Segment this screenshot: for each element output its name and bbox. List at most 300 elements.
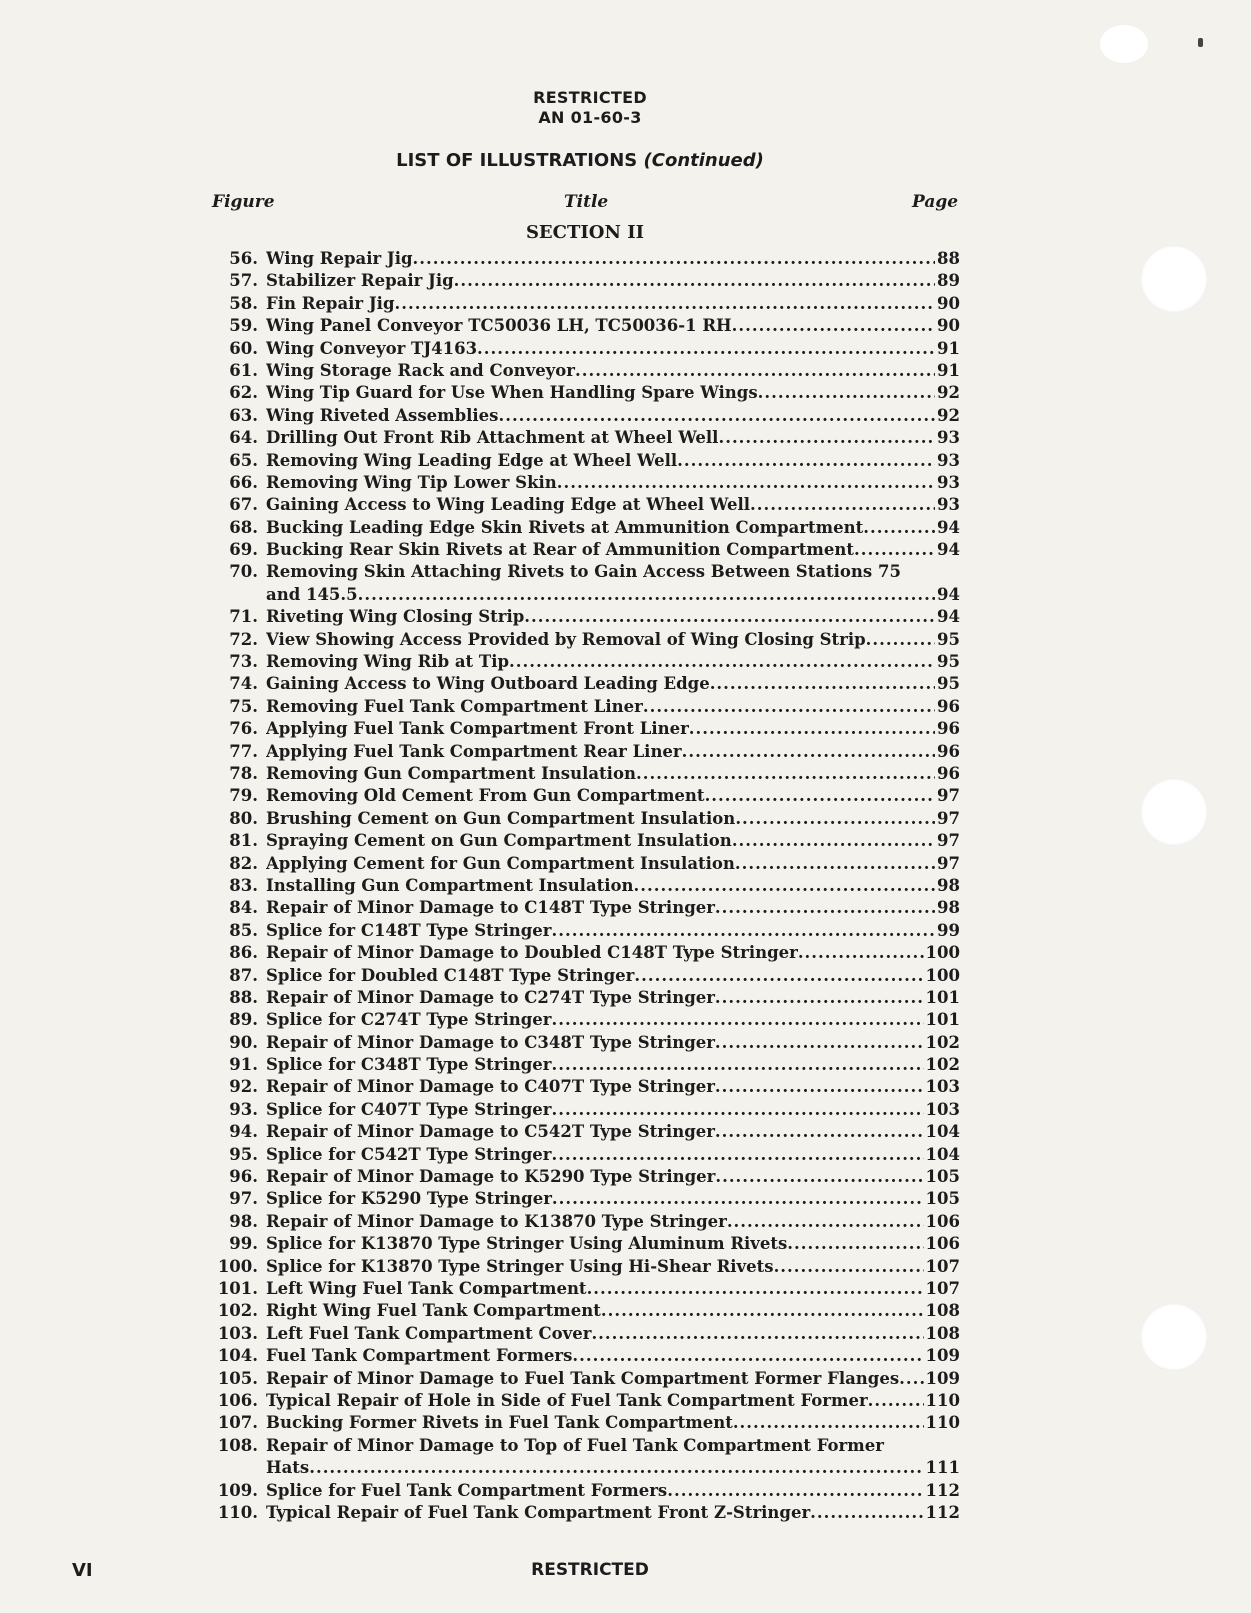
entry-body xyxy=(266,405,960,427)
entry-body xyxy=(266,1390,960,1412)
page-number: 92 xyxy=(937,383,960,403)
list-item xyxy=(208,1099,960,1121)
entry-line xyxy=(266,673,960,695)
entry-body xyxy=(266,808,960,830)
entry-body xyxy=(266,494,960,516)
entry-body xyxy=(266,1435,960,1480)
entry-line xyxy=(266,315,960,337)
list-item xyxy=(208,427,960,449)
entry-line xyxy=(266,1390,960,1412)
entry-line xyxy=(266,875,960,897)
page-number: 95 xyxy=(937,652,960,672)
page-number: 94 xyxy=(937,584,960,604)
figure-number: 65. xyxy=(229,450,258,470)
figure-number: 61. xyxy=(229,360,258,380)
figure-number: 93. xyxy=(229,1099,258,1119)
list-item xyxy=(208,1345,960,1367)
figure-number: 94. xyxy=(229,1122,258,1142)
figure-number: 83. xyxy=(229,875,258,895)
entry-line xyxy=(266,853,960,875)
page-number: 102 xyxy=(925,1032,960,1052)
figure-title: Gaining Access to Wing Leading Edge at Wheel Well xyxy=(266,495,751,515)
entry-line xyxy=(266,584,960,606)
dot-leader xyxy=(863,517,935,539)
entry-body xyxy=(266,673,960,695)
page-number: 110 xyxy=(925,1413,960,1433)
entry-body xyxy=(266,1054,960,1076)
entry-body xyxy=(266,696,960,718)
page-number: 100 xyxy=(925,965,960,985)
figure-number: 107. xyxy=(217,1413,258,1433)
dot-leader xyxy=(551,920,935,942)
figure-title: Bucking Former Rivets in Fuel Tank Compartment xyxy=(266,1413,733,1433)
entry-line xyxy=(266,920,960,942)
entry-body xyxy=(266,1121,960,1143)
list-item xyxy=(208,248,960,270)
figure-title: Repair of Minor Damage to C407T Type Stringer xyxy=(266,1077,715,1097)
figure-number: 108. xyxy=(217,1435,258,1455)
page-number: 107 xyxy=(925,1278,960,1298)
dot-leader xyxy=(682,741,935,763)
entry-body xyxy=(266,1412,960,1434)
dot-leader xyxy=(715,897,935,919)
page-number: 95 xyxy=(937,674,960,694)
list-item xyxy=(208,1233,960,1255)
dot-leader xyxy=(732,830,935,852)
dot-leader xyxy=(643,696,935,718)
page-number: 103 xyxy=(925,1077,960,1097)
entry-body xyxy=(266,718,960,740)
list-item xyxy=(208,1076,960,1098)
list-item xyxy=(208,696,960,718)
figure-title: Splice for C348T Type Stringer xyxy=(266,1055,552,1075)
list-item xyxy=(208,1144,960,1166)
entry-line xyxy=(266,1233,960,1255)
dot-leader xyxy=(557,472,935,494)
list-item xyxy=(208,1121,960,1143)
paper-damage-mark xyxy=(1100,25,1148,63)
figure-title: Removing Old Cement From Gun Compartment xyxy=(266,786,705,806)
figure-title: Typical Repair of Fuel Tank Compartment Front Z-Stringer xyxy=(266,1502,811,1522)
figure-title-continuation: and 145.5 xyxy=(266,584,358,604)
binder-hole-middle xyxy=(1140,778,1208,846)
entry-body xyxy=(266,651,960,673)
entry-body xyxy=(266,1278,960,1300)
page-number: 91 xyxy=(937,338,960,358)
figure-number: 59. xyxy=(229,316,258,336)
figure-title: Fin Repair Jig xyxy=(266,293,395,313)
list-item xyxy=(208,987,960,1009)
entry-line xyxy=(266,1457,960,1479)
entry-line xyxy=(266,338,960,360)
figure-number: 74. xyxy=(229,674,258,694)
list-item xyxy=(208,338,960,360)
list-item xyxy=(208,606,960,628)
dot-leader xyxy=(358,584,935,606)
dot-leader xyxy=(551,1009,923,1031)
list-item xyxy=(208,1300,960,1322)
entry-body xyxy=(266,629,960,651)
page-header xyxy=(0,88,1180,128)
figure-number: 77. xyxy=(229,741,258,761)
list-item xyxy=(208,830,960,852)
list-item xyxy=(208,875,960,897)
entry-line xyxy=(266,965,960,987)
page-number: 108 xyxy=(925,1301,960,1321)
figure-number: 86. xyxy=(229,943,258,963)
entry-body xyxy=(266,785,960,807)
entry-body xyxy=(266,472,960,494)
list-item xyxy=(208,1032,960,1054)
dot-leader xyxy=(634,965,923,987)
list-item xyxy=(208,1323,960,1345)
figure-number: 57. xyxy=(229,271,258,291)
figure-number: 87. xyxy=(229,965,258,985)
figure-title: Removing Wing Leading Edge at Wheel Well xyxy=(266,450,678,470)
list-item xyxy=(208,315,960,337)
page-number: 94 xyxy=(937,517,960,537)
entry-body xyxy=(266,1368,960,1390)
dot-leader xyxy=(727,1211,924,1233)
page-number: 109 xyxy=(925,1368,960,1388)
dot-leader xyxy=(715,1121,924,1143)
page-number: 92 xyxy=(937,405,960,425)
dot-leader xyxy=(498,405,935,427)
dot-leader xyxy=(715,1032,924,1054)
page-number: 97 xyxy=(937,853,960,873)
entry-line xyxy=(266,942,960,964)
figure-number: 102. xyxy=(217,1301,258,1321)
entry-line xyxy=(266,1166,960,1188)
figure-title: Repair of Minor Damage to Doubled C148T Type Stringer xyxy=(266,943,798,963)
page-number: 104 xyxy=(925,1122,960,1142)
figure-title: Removing Skin Attaching Rivets to Gain Access Between Stations 75 xyxy=(266,562,901,582)
dot-leader xyxy=(601,1300,924,1322)
figure-number: 56. xyxy=(229,249,258,268)
entry-body xyxy=(266,1256,960,1278)
page-number: 93 xyxy=(937,450,960,470)
page-number: 94 xyxy=(937,540,960,560)
page-number: 104 xyxy=(925,1144,960,1164)
figure-number: 78. xyxy=(229,764,258,783)
list-item xyxy=(208,629,960,651)
section-heading: SECTION II xyxy=(525,222,645,243)
list-item xyxy=(208,942,960,964)
figure-title: Right Wing Fuel Tank Compartment xyxy=(266,1301,601,1321)
ink-speck xyxy=(1198,38,1203,47)
entry-line xyxy=(266,785,960,807)
figure-number: 84. xyxy=(229,898,258,918)
list-item xyxy=(208,405,960,427)
list-item xyxy=(208,1009,960,1031)
entry-line xyxy=(266,270,960,292)
dot-leader xyxy=(509,651,935,673)
entry-line xyxy=(266,741,960,763)
binder-hole-top xyxy=(1140,245,1208,313)
list-item xyxy=(208,808,960,830)
entry-body xyxy=(266,450,960,472)
figure-number: 79. xyxy=(229,786,258,806)
page-number: 99 xyxy=(937,920,960,940)
figure-title: Gaining Access to Wing Outboard Leading Edge xyxy=(266,674,710,694)
page-number: 106 xyxy=(925,1234,960,1254)
page-number: 96 xyxy=(937,764,960,783)
figure-number: 69. xyxy=(229,540,258,560)
dot-leader xyxy=(787,1233,923,1255)
binder-hole-bottom xyxy=(1140,1303,1208,1371)
figure-number: 63. xyxy=(229,405,258,425)
figure-title: Bucking Rear Skin Rivets at Rear of Ammunition Compartment xyxy=(266,540,854,560)
entry-line xyxy=(266,1345,960,1367)
entry-line xyxy=(266,1076,960,1098)
entry-line xyxy=(266,1412,960,1434)
entry-body xyxy=(266,830,960,852)
figure-number: 62. xyxy=(229,383,258,403)
figure-title: Bucking Leading Edge Skin Rivets at Ammunition Compartment xyxy=(266,517,864,537)
page-number: 88 xyxy=(937,249,960,268)
figure-title: Left Wing Fuel Tank Compartment xyxy=(266,1278,587,1298)
figure-title: Splice for K13870 Type Stringer Using Aluminum Rivets xyxy=(266,1234,788,1254)
page-number: 95 xyxy=(937,629,960,649)
entry-body xyxy=(266,853,960,875)
figure-number: 72. xyxy=(229,629,258,649)
figure-title: Repair of Minor Damage to C542T Type Stringer xyxy=(266,1122,715,1142)
entry-line xyxy=(266,248,960,270)
figure-number: 64. xyxy=(229,428,258,448)
dot-leader xyxy=(705,785,935,807)
page-number: 101 xyxy=(925,1010,960,1030)
page-number: 90 xyxy=(937,316,960,336)
dot-leader xyxy=(309,1457,923,1479)
entry-line xyxy=(266,763,960,785)
figure-number: 70. xyxy=(229,562,258,582)
entry-body xyxy=(266,763,960,785)
entry-line xyxy=(266,1502,960,1524)
list-item xyxy=(208,741,960,763)
entry-line xyxy=(266,494,960,516)
figure-title-continuation: Hats xyxy=(266,1458,310,1478)
list-item xyxy=(208,1211,960,1233)
list-item xyxy=(208,517,960,539)
dot-leader xyxy=(798,942,924,964)
entry-body xyxy=(266,561,960,606)
page-number: 93 xyxy=(937,495,960,515)
list-item xyxy=(208,763,960,785)
entry-line xyxy=(266,1099,960,1121)
page-number: 101 xyxy=(925,987,960,1007)
entry-body xyxy=(266,1099,960,1121)
figure-number: 110. xyxy=(217,1502,258,1522)
list-item xyxy=(208,1054,960,1076)
page-number: 108 xyxy=(925,1323,960,1343)
list-item xyxy=(208,1435,960,1480)
list-item xyxy=(208,785,960,807)
entry-body xyxy=(266,920,960,942)
figure-number: 105. xyxy=(217,1368,258,1388)
entry-body xyxy=(266,1480,960,1502)
page-number: 96 xyxy=(937,719,960,739)
entry-body xyxy=(266,1166,960,1188)
figure-title: Repair of Minor Damage to C348T Type Stringer xyxy=(266,1032,715,1052)
list-item xyxy=(208,539,960,561)
dot-leader xyxy=(715,1166,923,1188)
figure-title: Repair of Minor Damage to K13870 Type Stringer xyxy=(266,1211,727,1231)
dot-leader xyxy=(774,1256,924,1278)
dot-leader xyxy=(735,808,935,830)
entry-line xyxy=(266,808,960,830)
figure-title: Splice for K13870 Type Stringer Using Hi-Shear Rivets xyxy=(266,1256,774,1276)
figure-number: 96. xyxy=(229,1167,258,1187)
page-number: 110 xyxy=(925,1390,960,1410)
entry-body xyxy=(266,1300,960,1322)
dot-leader xyxy=(634,875,935,897)
dot-leader xyxy=(715,987,924,1009)
figure-title: Applying Cement for Gun Compartment Insulation xyxy=(266,853,735,873)
dot-leader xyxy=(524,606,935,628)
page-number: 97 xyxy=(937,831,960,851)
figure-number: 58. xyxy=(229,293,258,313)
page-number: 106 xyxy=(925,1211,960,1231)
entry-line xyxy=(266,293,960,315)
page-number: 91 xyxy=(937,360,960,380)
page-number: 98 xyxy=(937,898,960,918)
entry-body xyxy=(266,965,960,987)
entry-line xyxy=(266,517,960,539)
entry-body xyxy=(266,1144,960,1166)
dot-leader xyxy=(394,293,935,315)
figure-title: Repair of Minor Damage to C148T Type Stringer xyxy=(266,898,715,918)
figure-title: View Showing Access Provided by Removal of Wing Closing Strip xyxy=(266,629,866,649)
entry-line xyxy=(266,1188,960,1210)
dot-leader xyxy=(758,382,935,404)
entry-line xyxy=(266,360,960,382)
figure-number: 68. xyxy=(229,517,258,537)
entry-body xyxy=(266,606,960,628)
entry-body xyxy=(266,897,960,919)
figure-title: Wing Tip Guard for Use When Handling Spare Wings xyxy=(266,383,758,403)
figure-title: Installing Gun Compartment Insulation xyxy=(266,875,634,895)
header-classification: RESTRICTED xyxy=(533,88,647,107)
page-number: 93 xyxy=(937,428,960,448)
figure-title: Splice for Fuel Tank Compartment Formers xyxy=(266,1480,668,1500)
figure-number: 75. xyxy=(229,696,258,716)
entry-body xyxy=(266,1323,960,1345)
entry-line xyxy=(266,1121,960,1143)
entry-line xyxy=(266,629,960,651)
figure-title: Splice for C274T Type Stringer xyxy=(266,1010,552,1030)
entry-line xyxy=(266,405,960,427)
list-item xyxy=(208,1480,960,1502)
list-item xyxy=(208,382,960,404)
figure-title: Wing Riveted Assemblies xyxy=(266,405,499,425)
page-number: 97 xyxy=(937,786,960,806)
entry-line xyxy=(266,427,960,449)
column-header-figure: Figure xyxy=(212,192,275,212)
page-number: 107 xyxy=(925,1256,960,1276)
list-item xyxy=(208,450,960,472)
entry-body xyxy=(266,1233,960,1255)
dot-leader xyxy=(715,1076,924,1098)
dot-leader xyxy=(587,1278,924,1300)
entry-line xyxy=(266,606,960,628)
entry-line xyxy=(266,1009,960,1031)
page-number: 93 xyxy=(937,472,960,492)
dot-leader xyxy=(551,1099,923,1121)
illustrations-list xyxy=(208,248,960,1524)
figure-number: 99. xyxy=(229,1234,258,1254)
dot-leader xyxy=(677,450,935,472)
dot-leader xyxy=(868,1390,924,1412)
entry-line xyxy=(266,651,960,673)
figure-number: 100. xyxy=(217,1256,258,1276)
figure-title: Splice for C542T Type Stringer xyxy=(266,1144,552,1164)
entry-line xyxy=(266,1480,960,1502)
figure-number: 103. xyxy=(217,1323,258,1343)
entry-line xyxy=(266,1211,960,1233)
dot-leader xyxy=(667,1480,923,1502)
list-item xyxy=(208,897,960,919)
entry-body xyxy=(266,1211,960,1233)
entry-body xyxy=(266,539,960,561)
page-number: 102 xyxy=(925,1055,960,1075)
entry-body xyxy=(266,1009,960,1031)
entry-line xyxy=(266,1054,960,1076)
figure-title: Wing Storage Rack and Conveyor xyxy=(266,360,575,380)
figure-number: 73. xyxy=(229,652,258,672)
figure-title: Repair of Minor Damage to Top of Fuel Tank Compartment Former xyxy=(266,1435,884,1455)
list-item xyxy=(208,1166,960,1188)
column-header-page: Page xyxy=(912,192,959,212)
list-item xyxy=(208,270,960,292)
figure-title: Repair of Minor Damage to K5290 Type Stringer xyxy=(266,1167,716,1187)
dot-leader xyxy=(750,494,935,516)
dot-leader xyxy=(413,248,935,270)
page-number: 98 xyxy=(937,875,960,895)
entry-line xyxy=(266,987,960,1009)
figure-number: 90. xyxy=(229,1032,258,1052)
entry-body xyxy=(266,315,960,337)
dot-leader xyxy=(732,315,935,337)
entry-body xyxy=(266,1032,960,1054)
entry-body xyxy=(266,360,960,382)
list-item xyxy=(208,1188,960,1210)
entry-line xyxy=(266,1278,960,1300)
footer-classification: RESTRICTED xyxy=(531,1560,649,1580)
entry-body xyxy=(266,427,960,449)
figure-title: Typical Repair of Hole in Side of Fuel Tank Compartment Former xyxy=(266,1390,868,1410)
figure-number: 109. xyxy=(217,1480,258,1500)
entry-line xyxy=(266,472,960,494)
figure-number: 71. xyxy=(229,607,258,627)
figure-title: Riveting Wing Closing Strip xyxy=(266,607,525,627)
page-number: 90 xyxy=(937,293,960,313)
entry-line xyxy=(266,1144,960,1166)
page-number: 111 xyxy=(925,1458,960,1478)
figure-number: 66. xyxy=(229,472,258,492)
page-number: 109 xyxy=(925,1346,960,1366)
figure-number: 88. xyxy=(229,987,258,1007)
figure-number: 60. xyxy=(229,338,258,358)
figure-title: Removing Wing Tip Lower Skin xyxy=(266,472,557,492)
figure-title: Stabilizer Repair Jig xyxy=(266,271,454,291)
figure-number: 104. xyxy=(217,1346,258,1366)
entry-body xyxy=(266,248,960,270)
figure-title: Removing Fuel Tank Compartment Liner xyxy=(266,696,643,716)
dot-leader xyxy=(551,1054,923,1076)
entry-line xyxy=(266,1323,960,1345)
figure-number: 80. xyxy=(229,808,258,828)
list-item xyxy=(208,718,960,740)
